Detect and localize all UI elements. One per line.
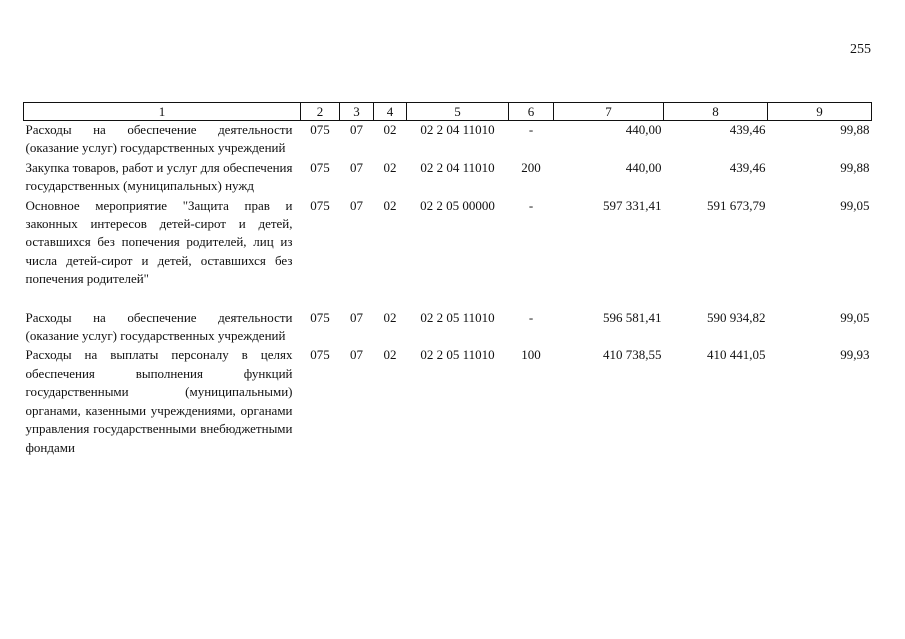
column-header-1: 1 [24, 103, 301, 121]
cell-actual-amount: 591 673,79 [707, 197, 766, 213]
cell-expense-type: - [528, 122, 534, 137]
table-row [24, 121, 872, 158]
cell-actual-amount: 590 934,82 [707, 309, 766, 325]
table-row [24, 309, 872, 346]
table-row [24, 159, 872, 196]
cell-plan-amount: 440,00 [625, 159, 662, 175]
cell-section: 07 [350, 347, 363, 363]
cell-expense-type: - [528, 197, 534, 213]
row-description: Основное мероприятие "Защита прав и законных интересов детей-сирот и детей, оставшихся без попечения родителей, лиц из числа детей-сирот и детей, оставшихся без попечения родителей" [25, 197, 293, 287]
cell-percent: 99,05 [840, 197, 870, 213]
cell-expense-type: 200 [521, 159, 541, 175]
row-description: Закупка товаров, работ и услуг для обеспечения государственных (муниципальных) нужд [25, 159, 293, 194]
cell-plan-amount: 596 581,41 [603, 309, 662, 325]
cell-actual-amount: 410 441,05 [707, 347, 766, 363]
cell-subsection: 02 [383, 122, 397, 137]
cell-target-article: 02 2 05 11010 [420, 309, 495, 325]
table-row [24, 197, 872, 289]
cell-actual-amount: 439,46 [729, 159, 766, 175]
column-header-2: 2 [301, 103, 340, 121]
row-description: Расходы на обеспечение деятельности (оказание услуг) государственных учреждений [25, 309, 293, 344]
column-header-7: 7 [554, 103, 664, 121]
cell-target-article: 02 2 04 11010 [420, 122, 495, 137]
cell-target-article: 02 2 04 11010 [420, 159, 495, 175]
cell-plan-amount: 440,00 [625, 122, 662, 137]
cell-subsection: 02 [383, 159, 397, 175]
cell-expense-type: - [528, 309, 534, 325]
row-description: Расходы на выплаты персоналу в целях обеспечения выполнения функций государственными (муниципальными) органами, казенными учреждениями, органами управления государственными внебюджетными фондами [25, 347, 293, 455]
cell-target-article: 02 2 05 00000 [420, 197, 495, 213]
cell-section: 07 [350, 122, 363, 137]
cell-percent: 99,88 [840, 159, 870, 175]
cell-expense-type: 100 [521, 347, 541, 363]
cell-target-article: 02 2 05 11010 [420, 347, 495, 363]
table-row [24, 346, 872, 456]
cell-percent: 99,93 [840, 347, 870, 363]
cell-ministry-code: 075 [310, 122, 330, 137]
cell-ministry-code: 075 [310, 347, 330, 363]
column-header-6: 6 [509, 103, 554, 121]
cell-section: 07 [350, 309, 363, 325]
column-header-3: 3 [340, 103, 374, 121]
page-number: 255 [850, 42, 871, 57]
cell-actual-amount: 439,46 [729, 122, 766, 137]
column-header-9: 9 [768, 103, 872, 121]
cell-ministry-code: 075 [310, 159, 330, 175]
cell-percent: 99,88 [840, 122, 870, 137]
column-header-8: 8 [664, 103, 768, 121]
cell-section: 07 [350, 159, 363, 175]
cell-section: 07 [350, 197, 363, 213]
cell-ministry-code: 075 [310, 197, 330, 213]
cell-plan-amount: 410 738,55 [603, 347, 662, 363]
cell-ministry-code: 075 [310, 309, 330, 325]
cell-plan-amount: 597 331,41 [603, 197, 662, 213]
cell-percent: 99,05 [840, 309, 870, 325]
cell-subsection: 02 [383, 347, 397, 363]
row-description: Расходы на обеспечение деятельности (оказание услуг) государственных учреждений [25, 122, 293, 156]
column-header-4: 4 [374, 103, 407, 121]
cell-subsection: 02 [383, 197, 397, 213]
column-header-5: 5 [407, 103, 509, 121]
header-row [24, 103, 872, 121]
cell-subsection: 02 [383, 309, 397, 325]
budget-table [23, 102, 872, 457]
